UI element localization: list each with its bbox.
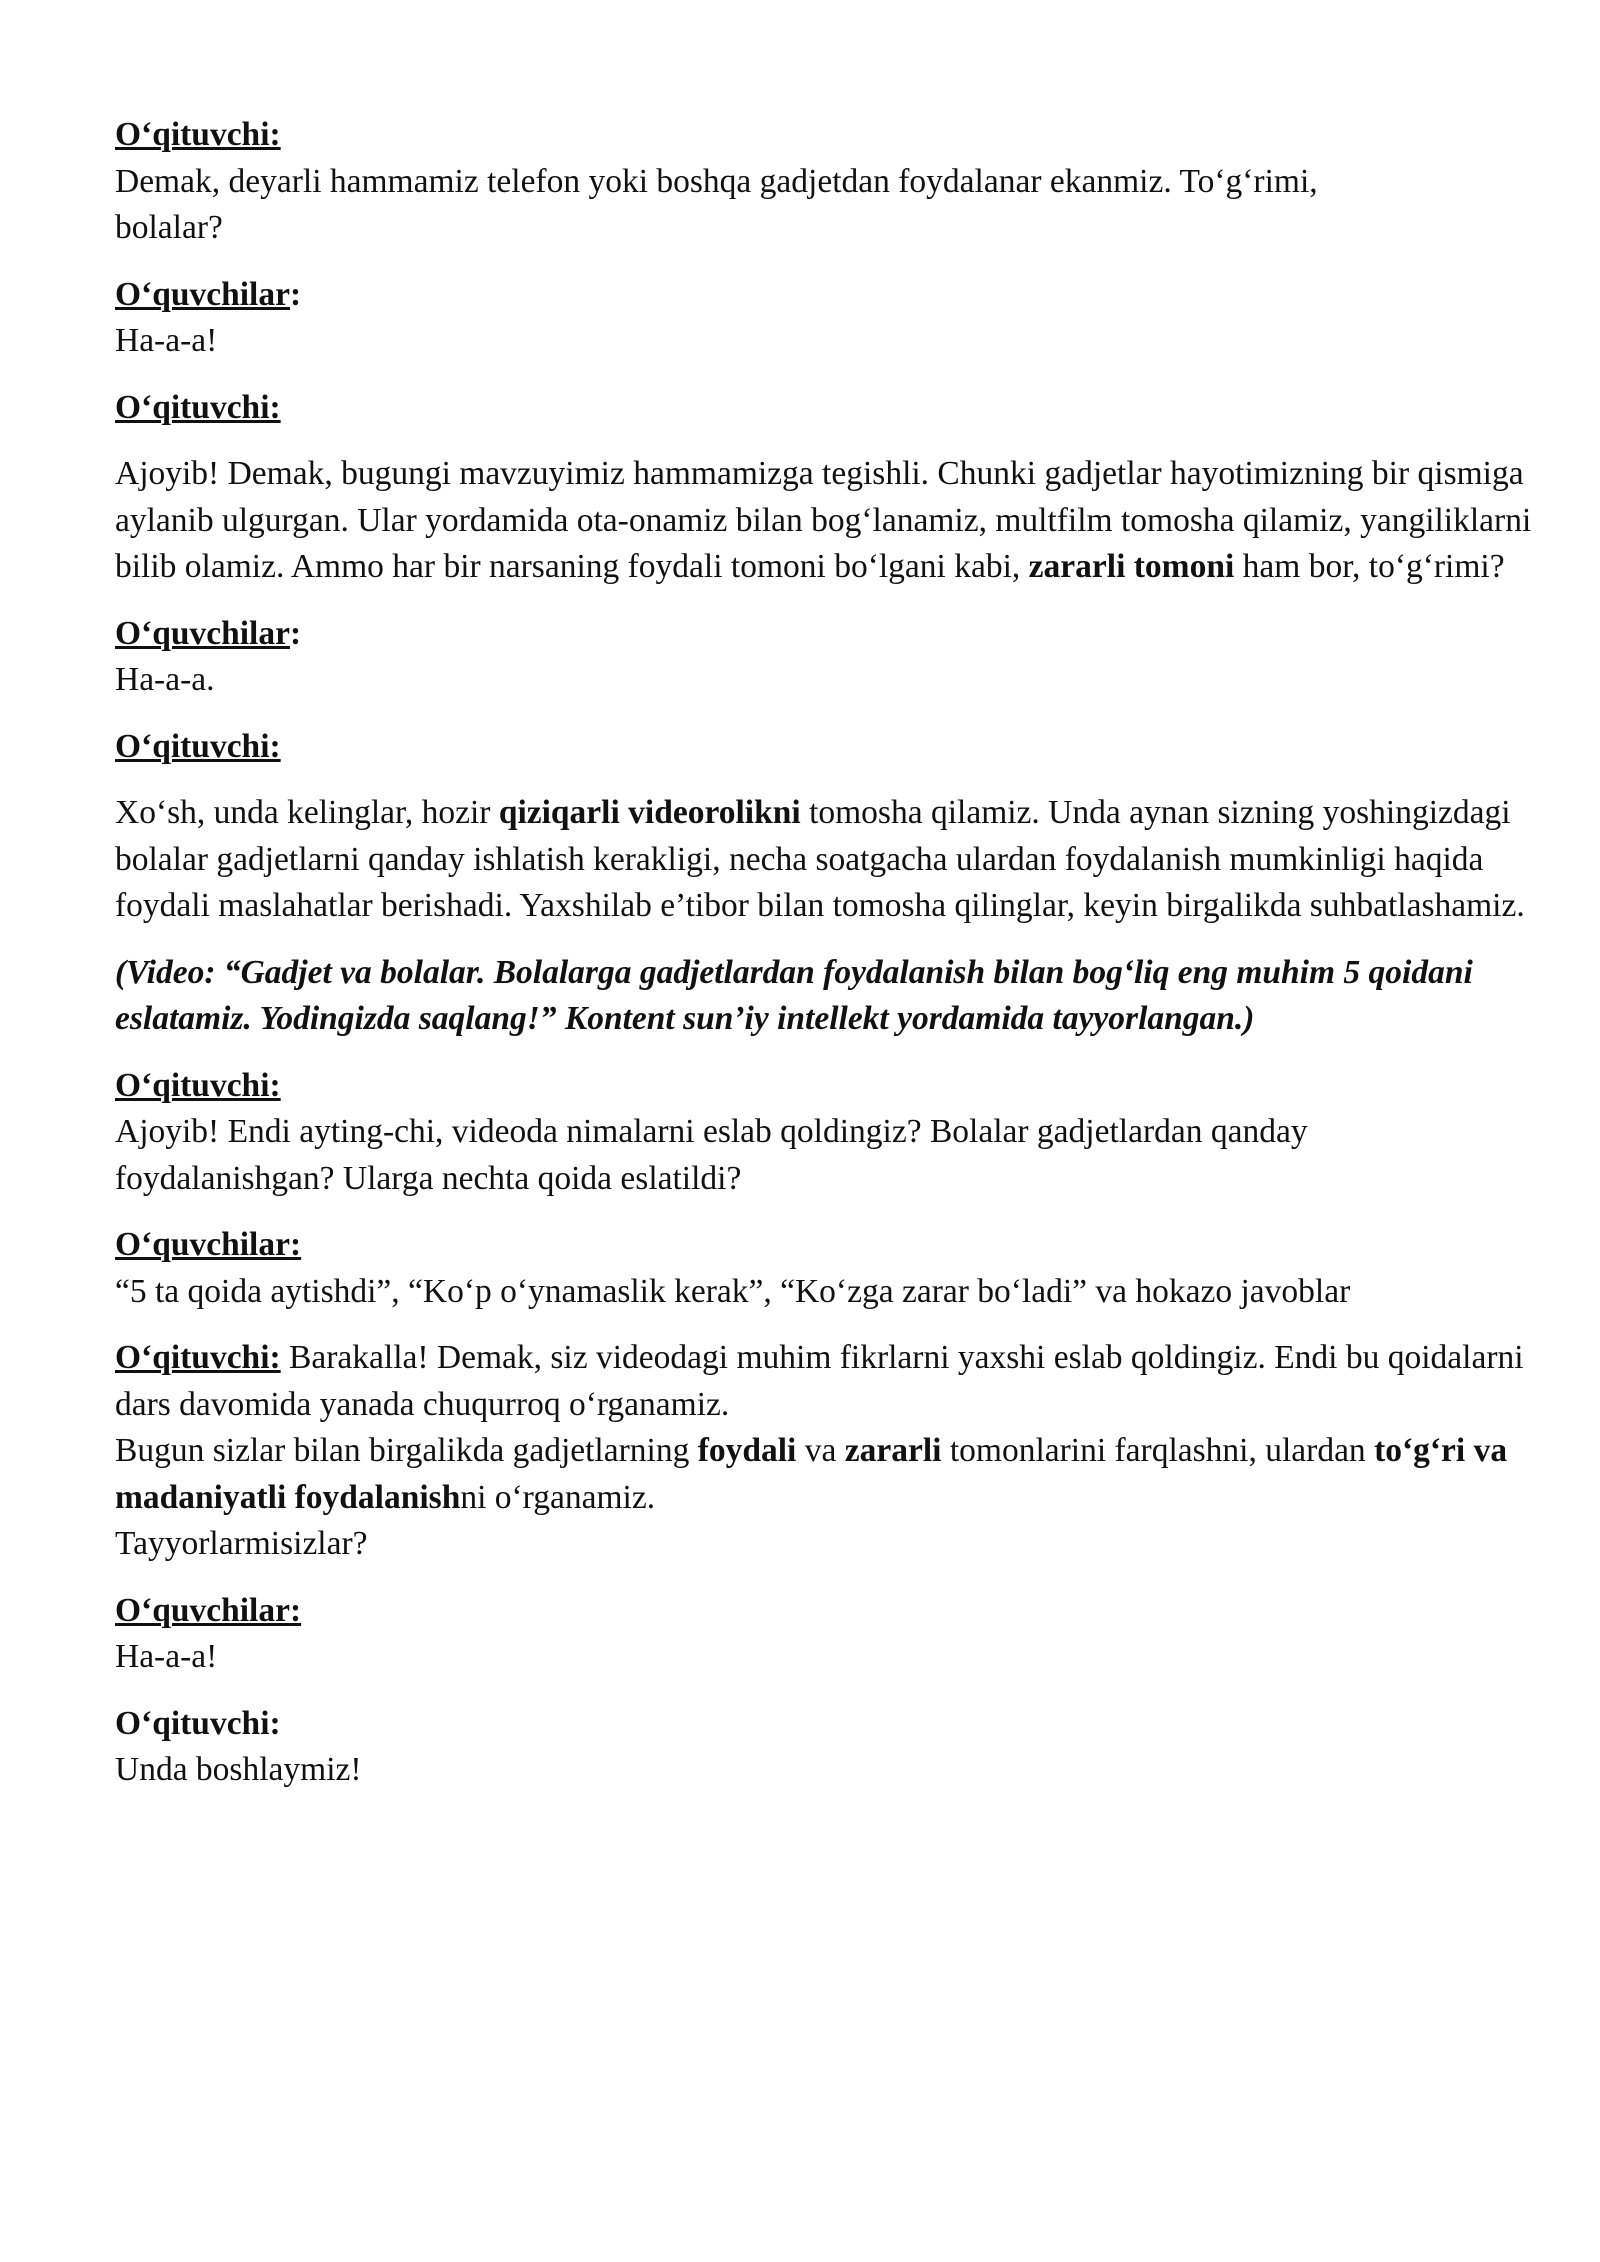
- paragraph-text: Xo‘sh, unda kelinglar, hozir: [115, 794, 499, 831]
- dialogue-block-teacher: [115, 112, 1535, 252]
- dialogue-block-teacher: [115, 385, 1535, 591]
- paragraph-text: va: [796, 1432, 845, 1469]
- speaker-label: [115, 728, 281, 765]
- speaker-name: O‘qituvchi: [115, 388, 270, 426]
- dialogue-block-students: [115, 611, 1535, 704]
- dialogue-block-teacher: [115, 1335, 1535, 1568]
- dialogue-paragraph: [115, 790, 1535, 930]
- dialogue-line: Demak, deyarli hammamiz telefon yoki boshqa gadjetdan foydalanar ekanmiz. To‘g‘rimi,: [115, 162, 1318, 200]
- dialogue-block-teacher: [115, 724, 1535, 930]
- dialogue-line: foydalanishgan? Ularga nechta qoida eslatildi?: [115, 1159, 742, 1197]
- speaker-name: O‘quvchilar: [115, 1591, 290, 1629]
- speaker-label: [115, 615, 301, 652]
- spacer: [115, 770, 1535, 790]
- speaker-colon: :: [269, 116, 281, 153]
- paragraph-text: Barakalla! Demak, siz videodagi muhim fikrlarni yaxshi eslab qoldingiz. Endi bu qoidalarni dars davomida yanada chuqurroq o‘rganamiz.: [115, 1339, 1524, 1423]
- dialogue-line: bolalar?: [115, 209, 223, 246]
- speaker-label: [115, 1226, 301, 1263]
- spacer: [115, 431, 1535, 451]
- paragraph-text: tomonlarini farqlashni, ulardan: [941, 1432, 1375, 1469]
- speaker-name: O‘qituvchi: [115, 1339, 270, 1376]
- speaker-colon: :: [289, 275, 302, 313]
- dialogue-block-students: [115, 272, 1535, 365]
- speaker-colon: :: [269, 388, 281, 426]
- speaker-label: [115, 1067, 281, 1104]
- paragraph-text: tomosha qilamiz. Unda aynan sizning yoshingizdagi bolalar gadjetlarni qanday ishlatish kerakligi, necha soatgacha ulardan foydalanish mumkinligi haqida foydali maslahatlar berishadi. Yaxshilab e’tibor bilan tomosha qilinglar, keyin birgalikda suhbatlashamiz.: [115, 794, 1525, 924]
- paragraph-bold-text: zararli tomoni: [1028, 548, 1235, 585]
- paragraph-bold-text: zararli: [844, 1432, 942, 1469]
- speaker-label: [115, 389, 281, 426]
- dialogue-paragraph: [115, 1335, 1535, 1428]
- speaker-label: [115, 276, 301, 313]
- speaker-name: O‘qituvchi: [115, 116, 270, 153]
- dialogue-line: Tayyorlarmisizlar?: [115, 1525, 368, 1562]
- speaker-colon: :: [269, 727, 281, 765]
- speaker-name: O‘qituvchi: [115, 1704, 270, 1742]
- dialogue-line: Ajoyib! Endi ayting-chi, videoda nimalarni eslab qoldingiz? Bolalar gadjetlardan qanday: [115, 1113, 1308, 1150]
- speaker-name: O‘qituvchi: [115, 1066, 270, 1104]
- dialogue-block-teacher: [115, 1701, 1535, 1794]
- dialogue-block-teacher: [115, 1063, 1535, 1203]
- paragraph-text: ham bor, to‘g‘rimi?: [1234, 548, 1505, 585]
- dialogue-block-students: [115, 1588, 1535, 1681]
- paragraph-bold-text: qiziqarli videorolikni: [498, 794, 801, 831]
- paragraph-text: Bugun sizlar bilan birgalikda gadjetlarning: [115, 1432, 698, 1469]
- speaker-label: [115, 116, 281, 153]
- dialogue-line: “5 ta qoida aytishdi”, “Ko‘p o‘ynamaslik kerak”, “Ko‘zga zarar bo‘ladi” va hokazo javoblar: [115, 1272, 1351, 1310]
- speaker-colon: :: [289, 1226, 302, 1263]
- speaker-label: [115, 1592, 301, 1629]
- speaker-name: O‘quvchilar: [115, 614, 290, 652]
- speaker-name: O‘quvchilar: [115, 275, 290, 313]
- paragraph-text: ni o‘rganamiz.: [460, 1478, 656, 1516]
- paragraph-bold-text: to‘g‘ri va madaniyatli foydalanish: [115, 1432, 1508, 1516]
- document-page: [115, 112, 1535, 1814]
- dialogue-paragraph: [115, 451, 1535, 591]
- dialogue-line: Ha-a-a.: [115, 661, 215, 698]
- dialogue-line: Ha-a-a!: [115, 322, 218, 359]
- dialogue-line: Ha-a-a!: [115, 1638, 218, 1675]
- speaker-colon: :: [289, 1591, 302, 1629]
- speaker-label: [115, 1705, 281, 1742]
- speaker-colon: :: [269, 1704, 281, 1742]
- speaker-colon: :: [289, 614, 302, 652]
- video-note: (Video: “Gadjet va bolalar. Bolalarga gadjetlardan foydalanish bilan bog‘liq eng muhim 5 qoidani eslatamiz. Yodingizda saqlang!” Kontent sun’iy intellekt yordamida tayyorlangan.): [115, 953, 1473, 1037]
- speaker-name: O‘qituvchi: [115, 727, 270, 765]
- dialogue-paragraph: [115, 1428, 1535, 1521]
- dialogue-line: Unda boshlaymiz!: [115, 1751, 362, 1788]
- speaker-colon: :: [269, 1066, 281, 1104]
- speaker-colon: :: [269, 1339, 281, 1376]
- speaker-label: [115, 1339, 281, 1376]
- paragraph-text: Ajoyib! Demak, bugungi mavzuyimiz hammamizga tegishli. Chunki gadjetlar hayotimizning bir qismiga aylanib ulgurgan. Ular yordamida ota-onamiz bilan bog‘lanamiz, multfilm tomosha qilamiz, yangiliklarni bilib olamiz. Ammo har bir narsaning foydali tomoni bo‘lgani kabi,: [115, 455, 1532, 585]
- paragraph-bold-text: foydali: [697, 1432, 797, 1469]
- dialogue-block-students: [115, 1222, 1535, 1315]
- speaker-name: O‘quvchilar: [115, 1226, 290, 1263]
